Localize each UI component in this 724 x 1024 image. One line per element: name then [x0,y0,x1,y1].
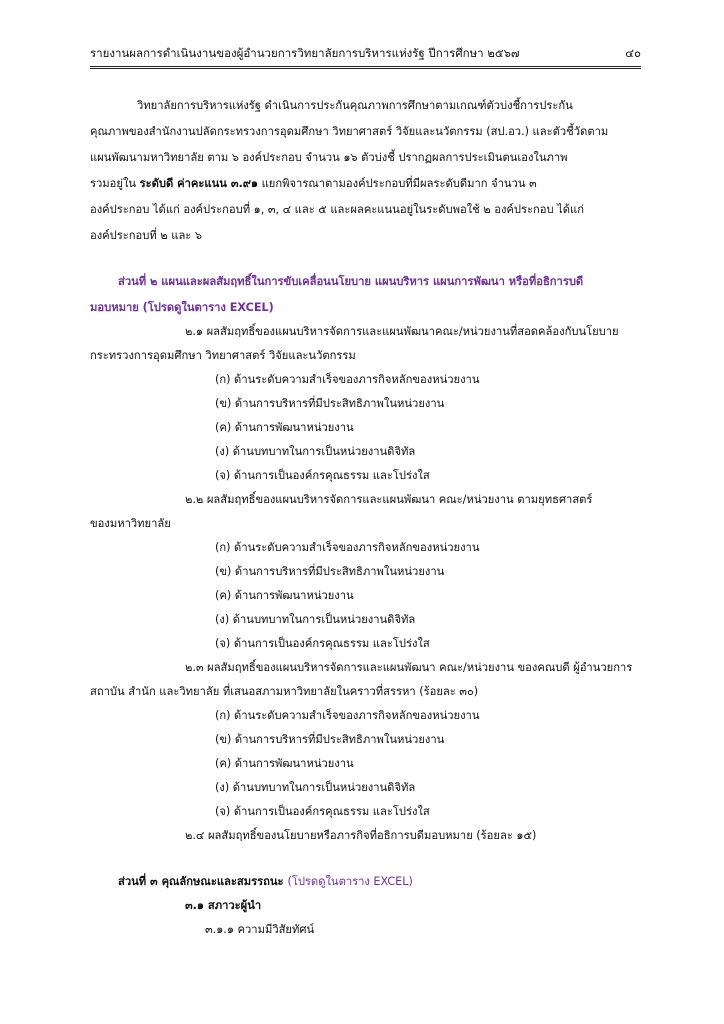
section-2-heading: ส่วนที่ ๒ แผนและผลสัมฤทธิ์ในการขับเคลื่อนนโยบาย แผนบริหาร แผนการพัฒนา หรือที่อธิการบดี [118,275,584,288]
subsection-2-2-title-cont: ของมหาวิทยาลัย [90,517,171,530]
intro-line-2: คุณภาพของสำนักงานปลัดกระทรวงการอุดมศึกษา วิทยาศาสตร์ วิจัยและนวัตกรรม (สป.อว.) และตัวชี้วัดตาม [90,125,609,138]
subsection-2-3-title: ๒.๓ ผลสัมฤทธิ์ของแผนบริหารจัดการและแผนพัฒนา คณะ/หน่วยงาน ของคณบดี ผู้อำนวยการ [185,661,633,674]
intro-line-5: องค์ประกอบ ได้แก่ องค์ประกอบที่ ๑, ๓, ๔ และ ๕ และผลคะแนนอยู่ในระดับพอใช้ ๒ องค์ประกอบ ได้แก่ [90,203,585,216]
list-item: (ข) ด้านการบริหารที่มีประสิทธิภาพในหน่วยงาน [215,733,445,746]
list-item: (ค) ด้านการพัฒนาหน่วยงาน [215,757,354,770]
header-title: รายงานผลการดำเนินงานของผู้อำนวยการวิทยาลัยการบริหารแห่งรัฐ ปีการศึกษา ๒๕๖๗ [90,46,520,60]
list-item: (ง) ด้านบทบาทในการเป็นหน่วยงานดิจิทัล [215,613,416,626]
subsection-2-2-title: ๒.๒ ผลสัมฤทธิ์ของแผนบริหารจัดการและแผนพัฒนา คณะ/หน่วยงาน ตามยุทธศาสตร์ [185,493,593,506]
section-3-excel-note: (โปรดดูในตาราง EXCEL) [287,875,413,888]
intro-line-4 [90,174,537,194]
intro-line-4-suffix: แยกพิจารณาตามองค์ประกอบที่มีผลระดับดีมาก จำนวน ๓ [258,177,537,190]
subsection-3-1-title: ๓.๑ สภาวะผู้นำ [185,899,262,912]
intro-line-6: องค์ประกอบที่ ๒ และ ๖ [90,229,202,242]
subsection-3-1-1-title: ๓.๑.๑ ความมีวิสัยทัศน์ [205,923,315,936]
list-item: (ก) ด้านระดับความสำเร็จของภารกิจหลักของหน่วยงาน [215,373,480,386]
subsection-2-1-title: ๒.๑ ผลสัมฤทธิ์ของแผนบริหารจัดการและแผนพัฒนาคณะ/หน่วยงานที่สอดคล้องกับนโยบาย [185,325,619,338]
subsection-2-3-title-cont: สถาบัน สำนัก และวิทยาลัย ที่เสนอสภามหาวิทยาลัยในคราวที่สรรหา (ร้อยละ ๓๐) [90,685,479,698]
list-item: (ข) ด้านการบริหารที่มีประสิทธิภาพในหน่วยงาน [215,565,445,578]
section-3-heading-text: ส่วนที่ ๓ คุณลักษณะและสมรรถนะ [118,875,288,888]
subsection-2-4-title: ๒.๔ ผลสัมฤทธิ์ของนโยบายหรือภารกิจที่อธิการบดีมอบหมาย (ร้อยละ ๑๕) [185,829,537,842]
list-item: (ข) ด้านการบริหารที่มีประสิทธิภาพในหน่วยงาน [215,397,445,410]
subsection-2-1-title-cont: กระทรวงการอุดมศึกษา วิทยาศาสตร์ วิจัยและนวัตกรรม [90,349,356,362]
intro-line-1: วิทยาลัยการบริหารแห่งรัฐ ดำเนินการประกันคุณภาพการศึกษาตามเกณฑ์ตัวบ่งชี้การประกัน [137,99,573,112]
list-item: (จ) ด้านการเป็นองค์กรคุณธรรม และโปร่งใส [215,805,430,818]
header-divider [90,66,641,69]
list-item: (ก) ด้านระดับความสำเร็จของภารกิจหลักของหน่วยงาน [215,541,480,554]
list-item: (จ) ด้านการเป็นองค์กรคุณธรรม และโปร่งใส [215,469,430,482]
section-2-heading-cont: มอบหมาย (โปรดดูในตาราง EXCEL) [90,301,274,314]
intro-line-4-prefix: รวมอยู่ใน [90,177,140,190]
section-3-heading [118,872,413,892]
list-item: (ค) ด้านการพัฒนาหน่วยงาน [215,421,354,434]
page-header [90,42,641,64]
list-item: (ก) ด้านระดับความสำเร็จของภารกิจหลักของหน่วยงาน [215,709,480,722]
page-number: ๔๐ [625,46,641,60]
list-item: (ค) ด้านการพัฒนาหน่วยงาน [215,589,354,602]
list-item: (จ) ด้านการเป็นองค์กรคุณธรรม และโปร่งใส [215,637,430,650]
intro-line-3: แผนพัฒนามหาวิทยาลัย ตาม ๖ องค์ประกอบ จำนวน ๑๖ ตัวบ่งชี้ ปรากฏผลการประเมินตนเองในภาพ [90,151,568,164]
list-item: (ง) ด้านบทบาทในการเป็นหน่วยงานดิจิทัล [215,781,416,794]
intro-score-highlight: ระดับดี ค่าคะแนน ๓.๙๑ [139,177,259,190]
list-item: (ง) ด้านบทบาทในการเป็นหน่วยงานดิจิทัล [215,445,416,458]
